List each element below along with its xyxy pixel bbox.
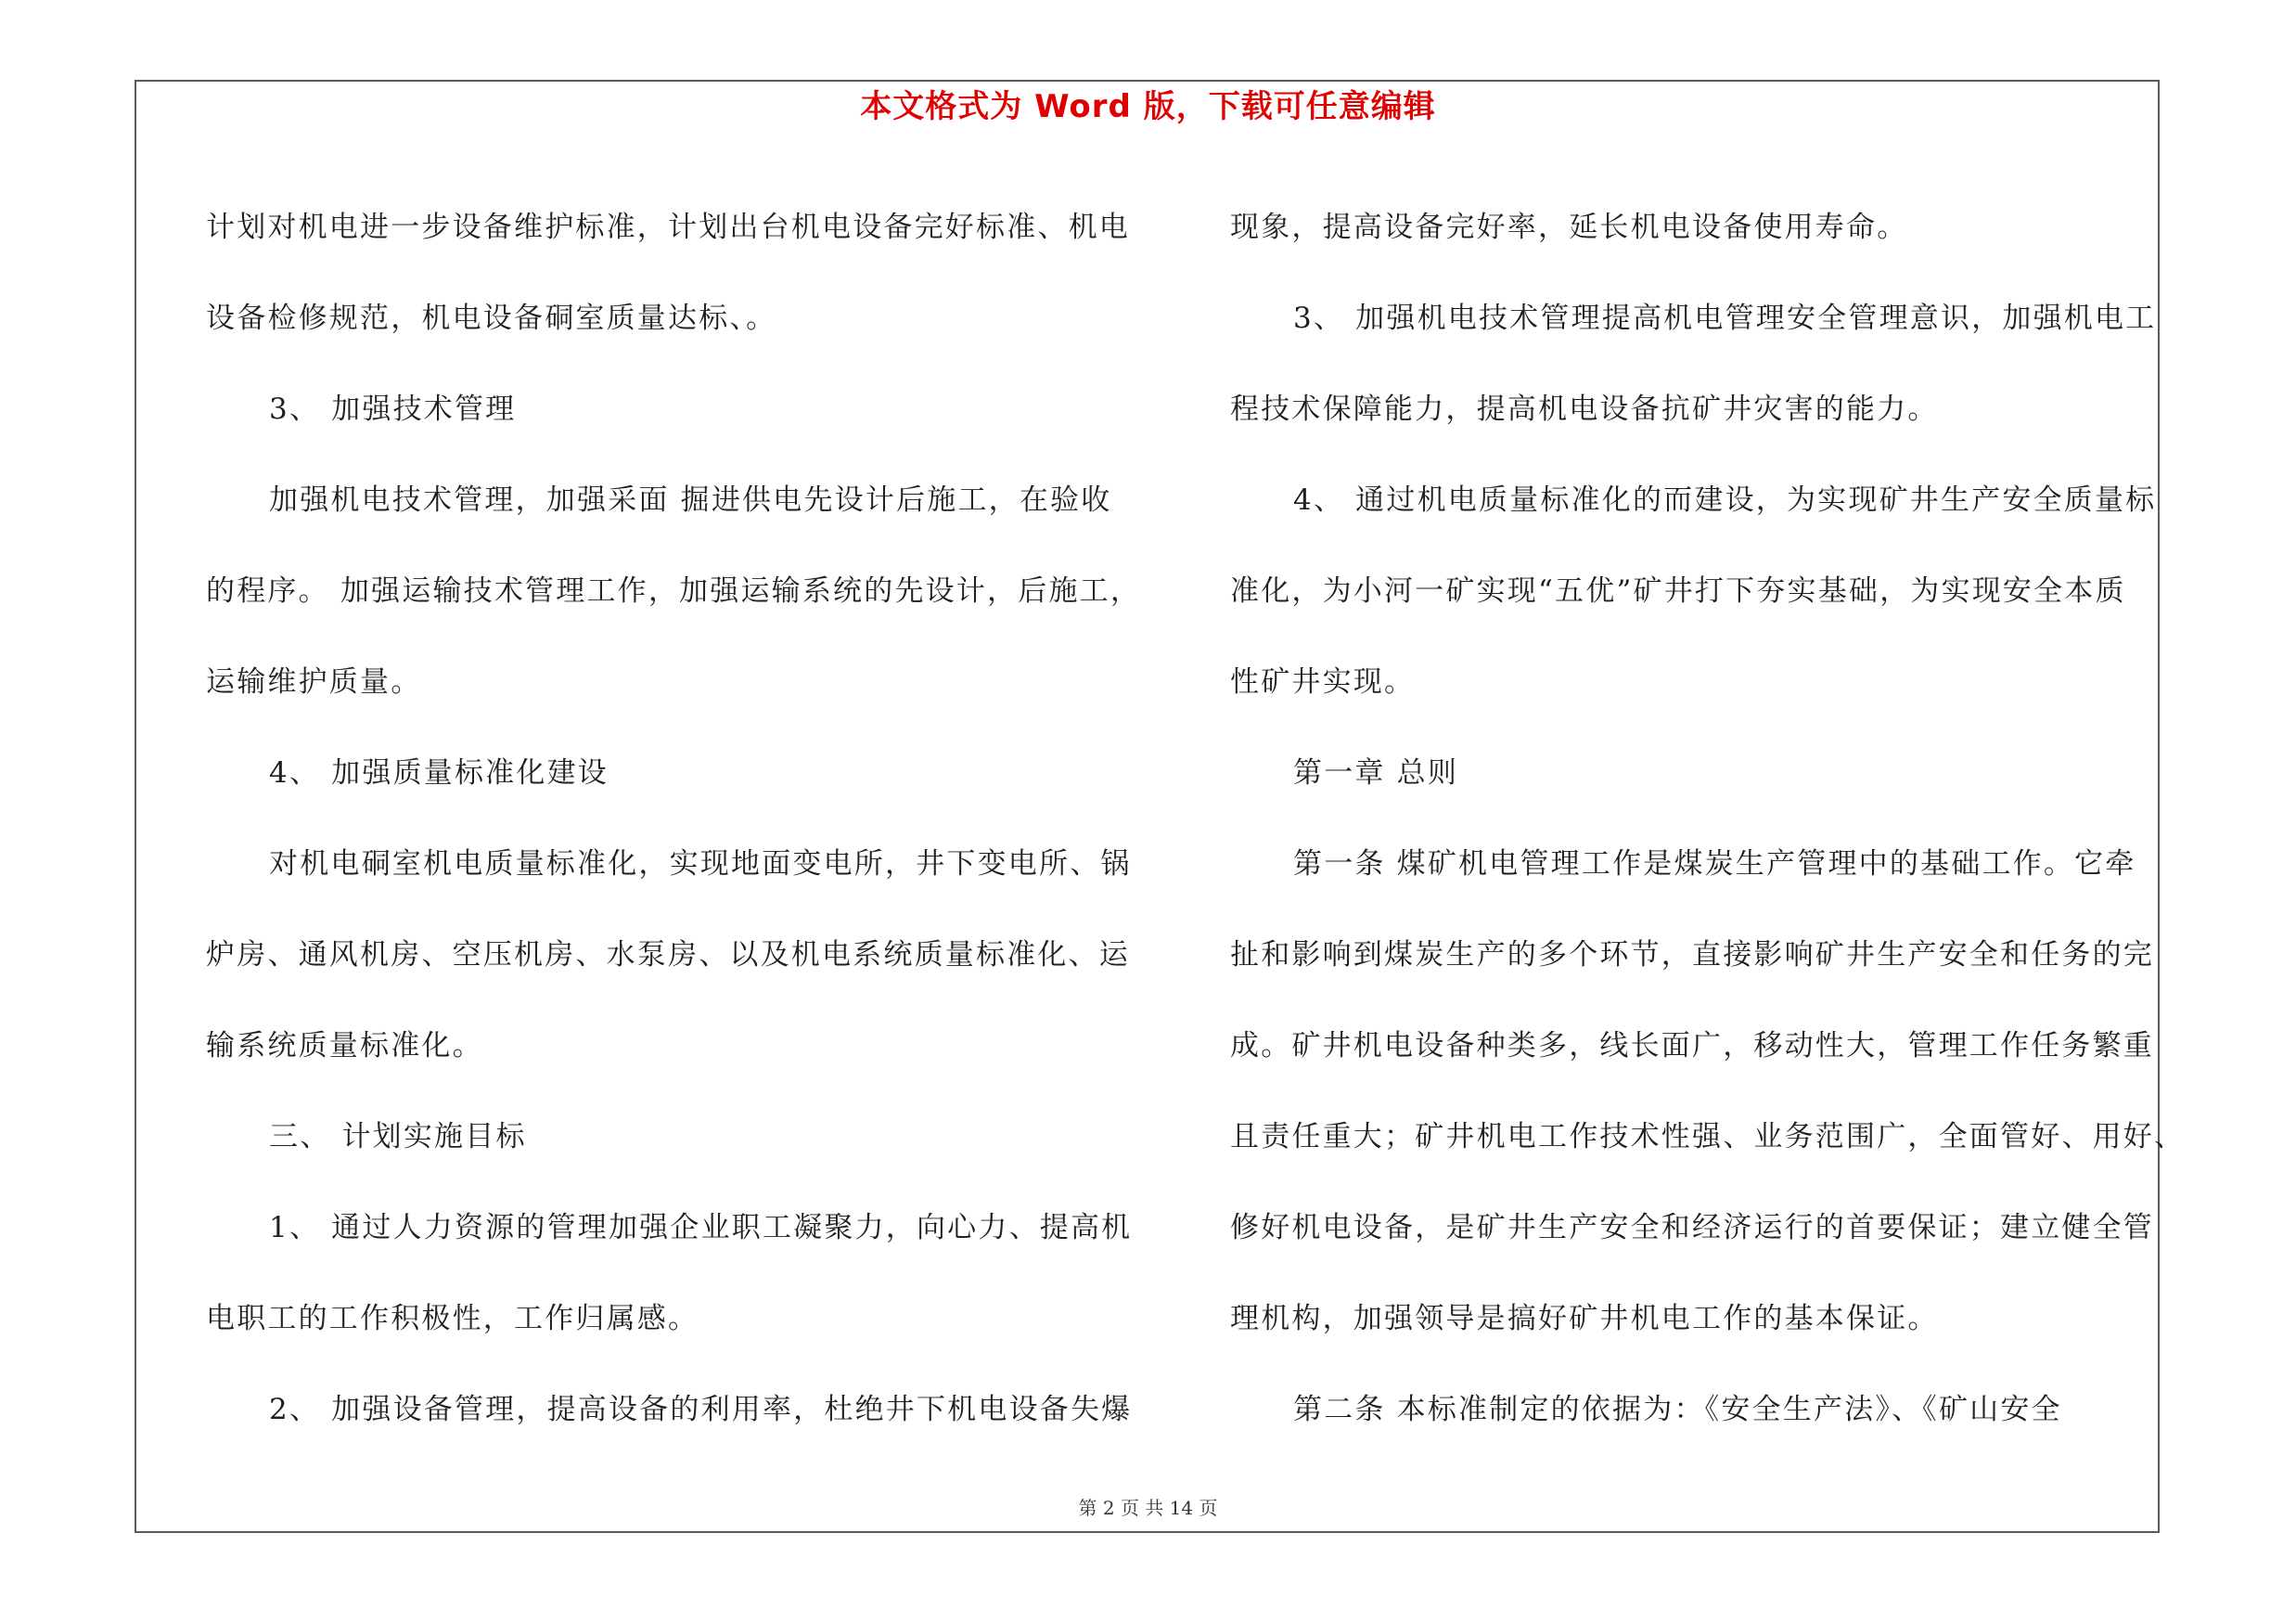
text-line: 加强机电技术管理，加强采面 掘进供电先设计后施工，在验收 [269, 483, 1112, 517]
text-line: 运输维护质量。 [206, 665, 422, 699]
format-banner: 本文格式为 Word 版，下载可任意编辑 [860, 88, 1436, 125]
text-line: 扯和影响到煤炭生产的多个环节，直接影响矿井生产安全和任务的完 [1230, 938, 2154, 972]
text-line: 1、 通过人力资源的管理加强企业职工凝聚力，向心力、提高机 [269, 1211, 1133, 1244]
text-line: 电职工的工作积极性，工作归属感。 [206, 1302, 699, 1335]
text-line: 第二条 本标准制定的依据为：《安全生产法》、《矿山安全 [1293, 1393, 2062, 1426]
text-line: 炉房、通风机房、空压机房、水泵房、以及机电系统质量标准化、运 [206, 938, 1130, 972]
text-line: 设备检修规范，机电设备硐室质量达标、。 [206, 302, 777, 335]
text-line: 理机构，加强领导是搞好矿井机电工作的基本保证。 [1230, 1302, 1939, 1335]
text-line: 的程序。 加强运输技术管理工作，加强运输系统的先设计，后施工， [206, 574, 1142, 608]
left-column [206, 182, 1142, 1455]
text-line: 3、 加强机电技术管理提高机电管理安全管理意识，加强机电工 [1293, 302, 2157, 335]
text-line: 准化，为小河一矿实现“五优”矿井打下夯实基础，为实现安全本质 [1230, 574, 2126, 608]
chapter-heading: 第一章 总则 [1293, 756, 1459, 790]
text-line: 且责任重大；矿井机电工作技术性强、业务范围广，全面管好、用好、 [1230, 1120, 2186, 1153]
text-line: 成。矿井机电设备种类多，线长面广，移动性大，管理工作任务繁重 [1230, 1029, 2154, 1063]
text-line: 4、 通过机电质量标准化的而建设，为实现矿井生产安全质量标 [1293, 483, 2157, 517]
text-line: 程技术保障能力，提高机电设备抗矿井灾害的能力。 [1230, 393, 1939, 426]
text-line: 计划对机电进一步设备维护标准，计划出台机电设备完好标准、机电 [206, 211, 1130, 244]
page-number: 第 2 页 共 14 页 [1078, 1497, 1218, 1519]
section-heading: 3、 加强技术管理 [269, 393, 517, 426]
text-line: 2、 加强设备管理，提高设备的利用率，杜绝井下机电设备失爆 [269, 1393, 1133, 1426]
text-line: 输系统质量标准化。 [206, 1029, 483, 1063]
section-heading: 三、 计划实施目标 [269, 1120, 527, 1153]
right-column [1230, 182, 2186, 1455]
text-line: 第一条 煤矿机电管理工作是煤炭生产管理中的基础工作。它牵 [1293, 847, 2136, 881]
text-line: 现象，提高设备完好率，延长机电设备使用寿命。 [1230, 211, 1908, 244]
text-line: 修好机电设备，是矿井生产安全和经济运行的首要保证；建立健全管 [1230, 1211, 2154, 1244]
section-heading: 4、 加强质量标准化建设 [269, 756, 609, 790]
text-line: 对机电硐室机电质量标准化，实现地面变电所，井下变电所、锅 [269, 847, 1132, 881]
text-line: 性矿井实现。 [1230, 665, 1416, 699]
